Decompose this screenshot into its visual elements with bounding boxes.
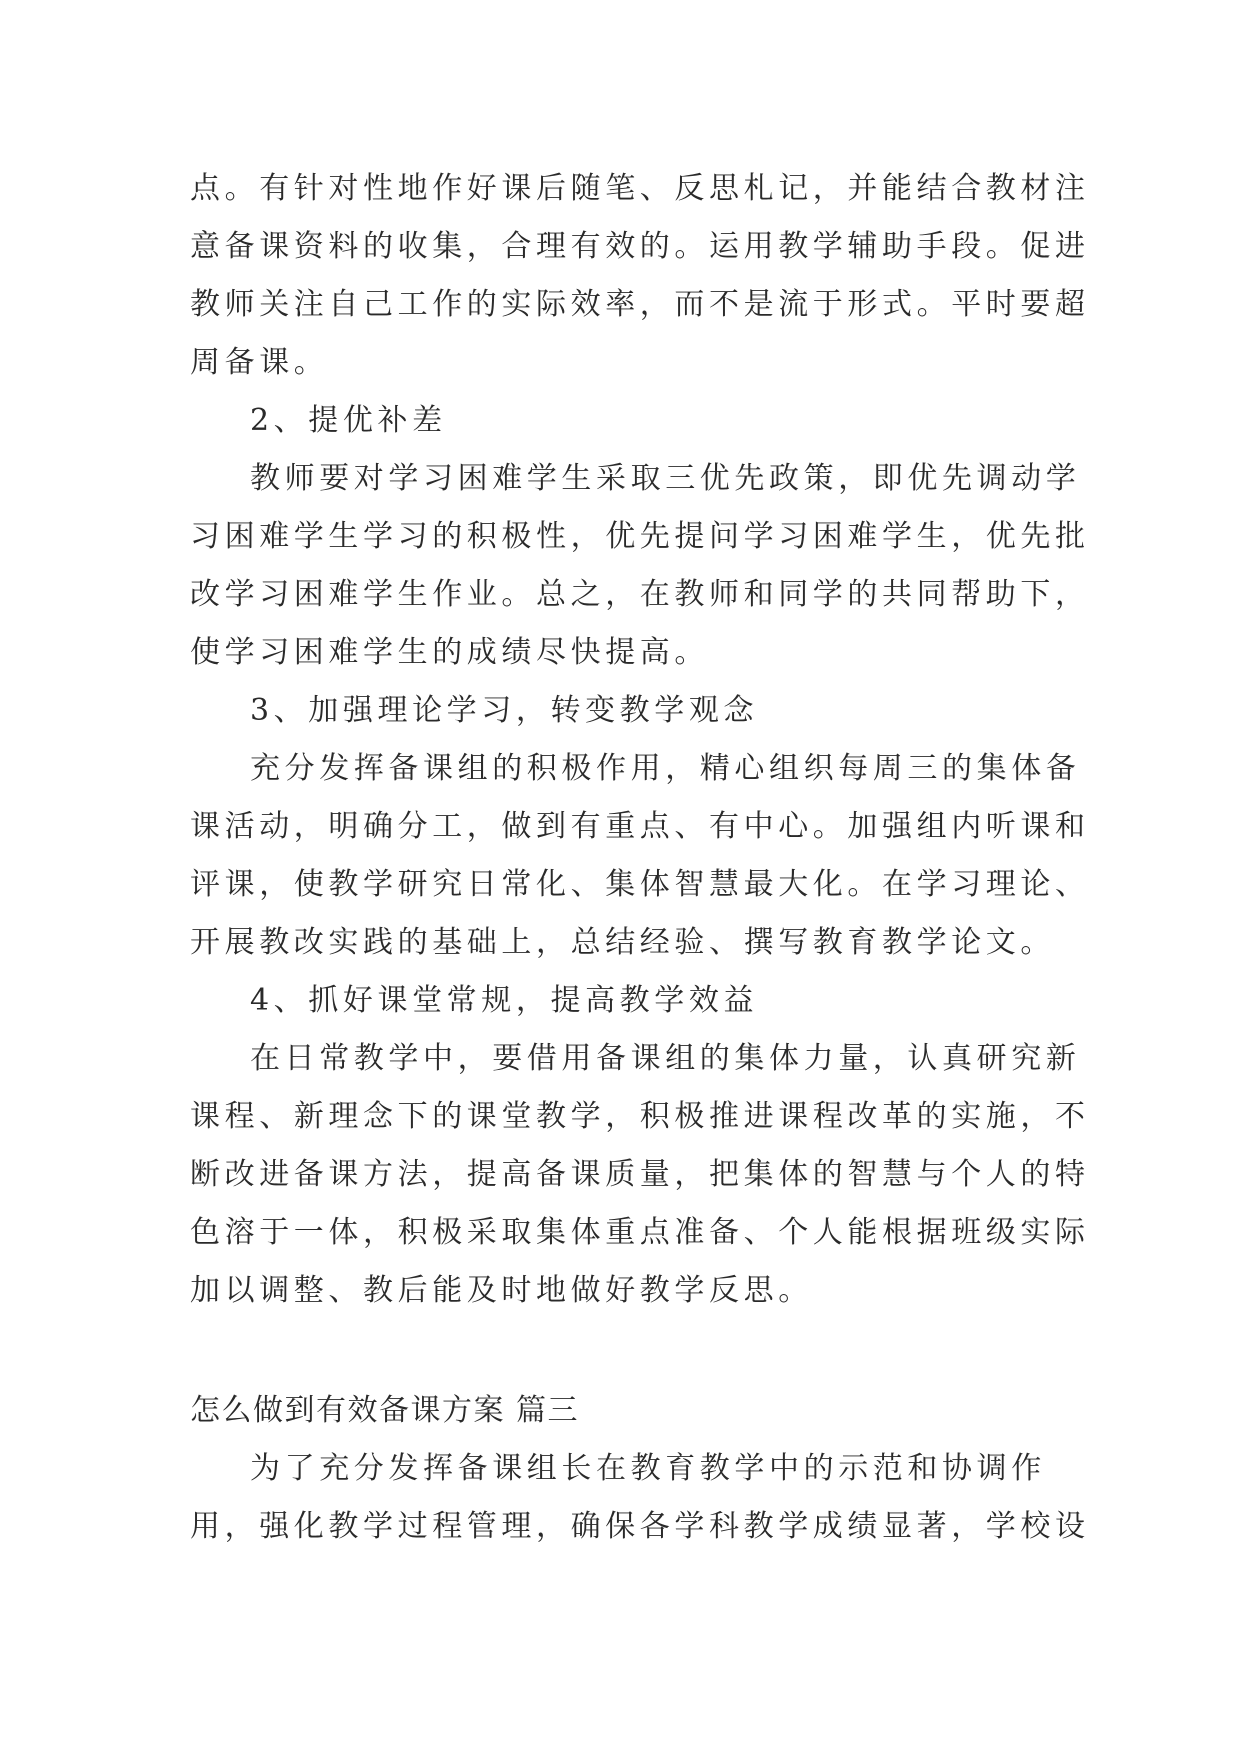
text-line: 教师要对学习困难学生采取三优先政策，即优先调动学 — [250, 461, 1081, 496]
text-line: 课活动，明确分工，做到有重点、有中心。加强组内听课和 — [190, 809, 1090, 844]
text-line: 在日常教学中，要借用备课组的集体力量，认真研究新 — [250, 1041, 1081, 1076]
paragraph-block-1 — [190, 160, 1090, 392]
subheading-2: 2、提优补差 — [250, 403, 447, 438]
paragraph-block-3 — [190, 740, 1090, 972]
paragraph-block-2 — [190, 450, 1090, 682]
paragraph-block-5 — [190, 1440, 1090, 1556]
text-line: 评课，使教学研究日常化、集体智慧最大化。在学习理论、 — [190, 867, 1090, 902]
text-line: 色溶于一体，积极采取集体重点准备、个人能根据班级实际 — [190, 1215, 1090, 1250]
text-line: 改学习困难学生作业。总之，在教师和同学的共同帮助下， — [190, 577, 1090, 612]
paragraph-block-4 — [190, 1030, 1090, 1320]
text-line: 使学习困难学生的成绩尽快提高。 — [190, 635, 709, 670]
text-line: 断改进备课方法，提高备课质量，把集体的智慧与个人的特 — [190, 1157, 1090, 1192]
text-line: 点。有针对性地作好课后随笔、反思札记，并能结合教材注 — [190, 171, 1090, 206]
text-line: 习困难学生学习的积极性，优先提问学习困难学生，优先批 — [190, 519, 1090, 554]
section-title: 怎么做到有效备课方案 篇三 — [190, 1393, 580, 1428]
text-line: 为了充分发挥备课组长在教育教学中的示范和协调作 — [250, 1451, 1046, 1486]
text-line: 加以调整、教后能及时地做好教学反思。 — [190, 1273, 813, 1308]
text-line: 用，强化教学过程管理，确保各学科教学成绩显著，学校设 — [190, 1509, 1090, 1544]
text-line: 周备课。 — [190, 345, 329, 380]
text-line: 开展教改实践的基础上，总结经验、撰写教育教学论文。 — [190, 925, 1055, 960]
text-line: 教师关注自己工作的实际效率，而不是流于形式。平时要超 — [190, 287, 1090, 322]
text-line: 充分发挥备课组的积极作用，精心组织每周三的集体备 — [250, 751, 1081, 786]
section-spacer — [190, 1320, 1060, 1382]
subheading-4: 4、抓好课堂常规，提高教学效益 — [250, 983, 759, 1018]
text-line: 意备课资料的收集，合理有效的。运用教学辅助手段。促进 — [190, 229, 1090, 264]
subheading-3: 3、加强理论学习，转变教学观念 — [250, 693, 759, 728]
text-line: 课程、新理念下的课堂教学，积极推进课程改革的实施，不 — [190, 1099, 1090, 1134]
document-page — [190, 160, 1090, 1556]
